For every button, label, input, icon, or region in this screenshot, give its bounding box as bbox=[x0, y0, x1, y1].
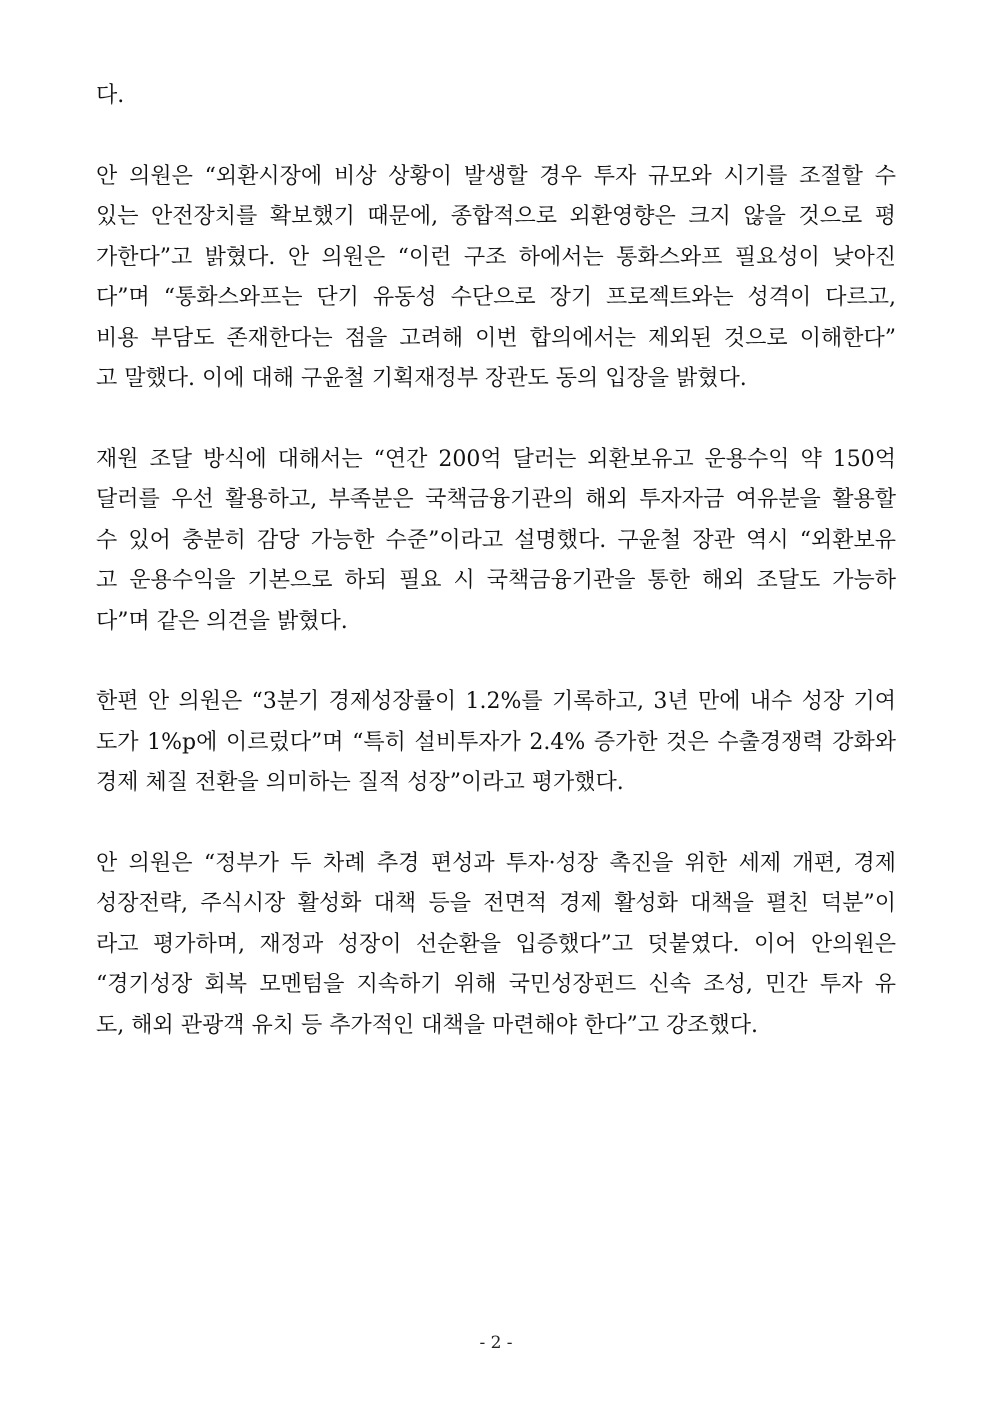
paragraph-line: 고 말했다. 이에 대해 구윤철 기획재정부 장관도 동의 입장을 밝혔다. bbox=[96, 366, 747, 391]
paragraph-line: 있는 안전장치를 확보했기 때문에, 종합적으로 외환영향은 크지 않을 것으로 평 bbox=[96, 204, 896, 229]
paragraph-line: 경제 체질 전환을 의미하는 질적 성장”이라고 평가했다. bbox=[96, 770, 624, 795]
paragraph-line: 안 의원은 “외환시장에 비상 상황이 발생할 경우 투자 규모와 시기를 조절할 수 bbox=[96, 163, 896, 189]
paragraph-line: 수 있어 충분히 감당 가능한 수준”이라고 설명했다. 구윤철 장관 역시 “외환보유 bbox=[96, 527, 896, 553]
paragraph-line: 비용 부담도 존재한다는 점을 고려해 이번 합의에서는 제외된 것으로 이해한다” bbox=[96, 325, 896, 351]
paragraph-line: 가한다”고 밝혔다. 안 의원은 “이런 구조 하에서는 통화스와프 필요성이 낮아진 bbox=[96, 244, 896, 270]
paragraph-line: 한편 안 의원은 “3분기 경제성장률이 1.2%를 기록하고, 3년 만에 내수 성장 기여 bbox=[96, 689, 896, 714]
page-number: - 2 - bbox=[479, 1333, 513, 1353]
paragraph-line: 다”며 “통화스와프는 단기 유동성 수단으로 장기 프로젝트와는 성격이 다르고, bbox=[96, 285, 896, 310]
paragraph-gap bbox=[96, 804, 896, 844]
paragraph-gap bbox=[96, 400, 896, 440]
paragraph-gap bbox=[96, 642, 896, 682]
paragraph-5 bbox=[96, 844, 896, 1047]
paragraph-line: 달러를 우선 활용하고, 부족분은 국책금융기관의 해외 투자자금 여유분을 활용할 bbox=[96, 487, 896, 512]
paragraph-line: 도가 1%p에 이르렀다”며 “특히 설비투자가 2.4% 증가한 것은 수출경쟁력 강화와 bbox=[96, 729, 896, 755]
paragraph-line: 라고 평가하며, 재정과 성장이 선순환을 입증했다”고 덧붙였다. 이어 안의원은 bbox=[96, 931, 896, 957]
paragraph-line: 다”며 같은 의견을 밝혔다. bbox=[96, 608, 348, 634]
paragraph-line: 성장전략, 주식시장 활성화 대책 등을 전면적 경제 활성화 대책을 펼친 덕분”이 bbox=[96, 891, 896, 916]
paragraph-4 bbox=[96, 682, 896, 804]
paragraph-2 bbox=[96, 157, 896, 400]
paragraph-3 bbox=[96, 440, 896, 643]
paragraph-1 bbox=[96, 76, 896, 117]
paragraph-line: 안 의원은 “정부가 두 차례 추경 편성과 투자·성장 촉진을 위한 세제 개편, 경제 bbox=[96, 850, 896, 876]
paragraph-line: 재원 조달 방식에 대해서는 “연간 200억 달러는 외환보유고 운용수익 약 150억 bbox=[96, 446, 896, 472]
document-body bbox=[96, 76, 896, 1046]
paragraph-gap bbox=[96, 117, 896, 157]
paragraph-line: “경기성장 회복 모멘텀을 지속하기 위해 국민성장펀드 신속 조성, 민간 투자 유 bbox=[96, 972, 896, 997]
paragraph-line: 도, 해외 관광객 유치 등 추가적인 대책을 마련해야 한다”고 강조했다. bbox=[96, 1012, 758, 1038]
paragraph-line: 고 운용수익을 기본으로 하되 필요 시 국책금융기관을 통한 해외 조달도 가능하 bbox=[96, 568, 896, 593]
paragraph-line: 다. bbox=[96, 83, 125, 108]
